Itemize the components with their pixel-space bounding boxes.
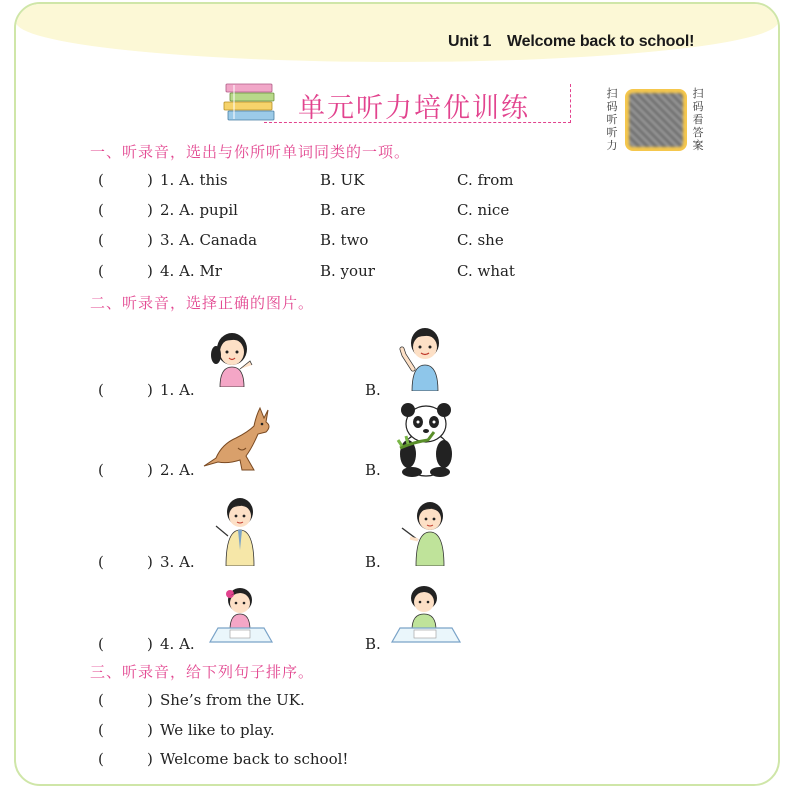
answer-bracket-open[interactable]: (	[98, 750, 104, 768]
girl-icon[interactable]	[208, 327, 256, 387]
option-b: B.	[365, 381, 381, 399]
answer-bracket-close: )	[147, 721, 153, 739]
answer-bracket-close: )	[147, 553, 153, 571]
sentence-text: Welcome back to school!	[160, 750, 349, 768]
answer-bracket-close: )	[147, 262, 153, 280]
answer-bracket-open[interactable]: (	[98, 635, 104, 653]
option-a: 4. A. Mr	[160, 262, 222, 280]
answer-bracket-open[interactable]: (	[98, 381, 104, 399]
answer-bracket-close: )	[147, 750, 153, 768]
answer-bracket-close: )	[147, 635, 153, 653]
boy-desk-icon[interactable]	[388, 584, 464, 646]
answer-bracket-open[interactable]: (	[98, 201, 104, 219]
option-a: 3. A. Canada	[160, 231, 258, 249]
section-2-title: 二、听录音，选择正确的图片。	[90, 294, 315, 312]
option-b: B.	[365, 553, 381, 571]
answer-bracket-open[interactable]: (	[98, 553, 104, 571]
section-3-title: 三、听录音，给下列句子排序。	[90, 663, 315, 681]
section-1-title: 一、听录音，选出与你所听单词同类的一项。	[90, 143, 411, 161]
answer-bracket-close: )	[147, 201, 153, 219]
option-b: B. are	[320, 201, 366, 219]
option-b: B. two	[320, 231, 369, 249]
answer-bracket-close: )	[147, 381, 153, 399]
option-c: C. from	[457, 171, 514, 189]
answer-bracket-open[interactable]: (	[98, 171, 104, 189]
answer-bracket-open[interactable]: (	[98, 721, 104, 739]
qr-code[interactable]	[625, 89, 687, 151]
option-c: C. what	[457, 262, 515, 280]
answer-bracket-close: )	[147, 231, 153, 249]
option-b: B.	[365, 635, 381, 653]
option-a: 4. A.	[160, 635, 195, 653]
girl-teacher-icon[interactable]	[396, 500, 450, 566]
answer-bracket-close: )	[147, 691, 153, 709]
section-banner	[222, 82, 572, 124]
sentence-text: She’s from the UK.	[160, 691, 305, 709]
girl-desk-icon[interactable]	[204, 586, 276, 646]
unit-title: Unit 1 Welcome back to school!	[448, 33, 695, 50]
qr-block	[606, 87, 706, 157]
answer-bracket-open[interactable]: (	[98, 691, 104, 709]
option-b: B. your	[320, 262, 375, 280]
answer-bracket-open[interactable]: (	[98, 461, 104, 479]
option-a: 3. A.	[160, 553, 195, 571]
answer-bracket-close: )	[147, 171, 153, 189]
answer-bracket-close: )	[147, 461, 153, 479]
qr-left-caption: 扫码听听力	[606, 87, 618, 152]
option-a: 1. A. this	[160, 171, 228, 189]
option-a: 1. A.	[160, 381, 195, 399]
boy-teacher-icon[interactable]	[208, 496, 266, 566]
qr-right-caption: 扫码看答案	[692, 87, 704, 152]
option-c: C. nice	[457, 201, 510, 219]
boy-waving-icon[interactable]	[398, 323, 450, 391]
option-b: B. UK	[320, 171, 365, 189]
panda-icon[interactable]	[394, 402, 458, 478]
option-a: 2. A.	[160, 461, 195, 479]
qr-pattern	[629, 93, 683, 147]
option-a: 2. A. pupil	[160, 201, 238, 219]
sentence-text: We like to play.	[160, 721, 275, 739]
option-c: C. she	[457, 231, 504, 249]
banner-title: 单元听力培优训练	[298, 93, 530, 124]
kangaroo-icon[interactable]	[202, 404, 274, 474]
option-b: B.	[365, 461, 381, 479]
answer-bracket-open[interactable]: (	[98, 262, 104, 280]
answer-bracket-open[interactable]: (	[98, 231, 104, 249]
